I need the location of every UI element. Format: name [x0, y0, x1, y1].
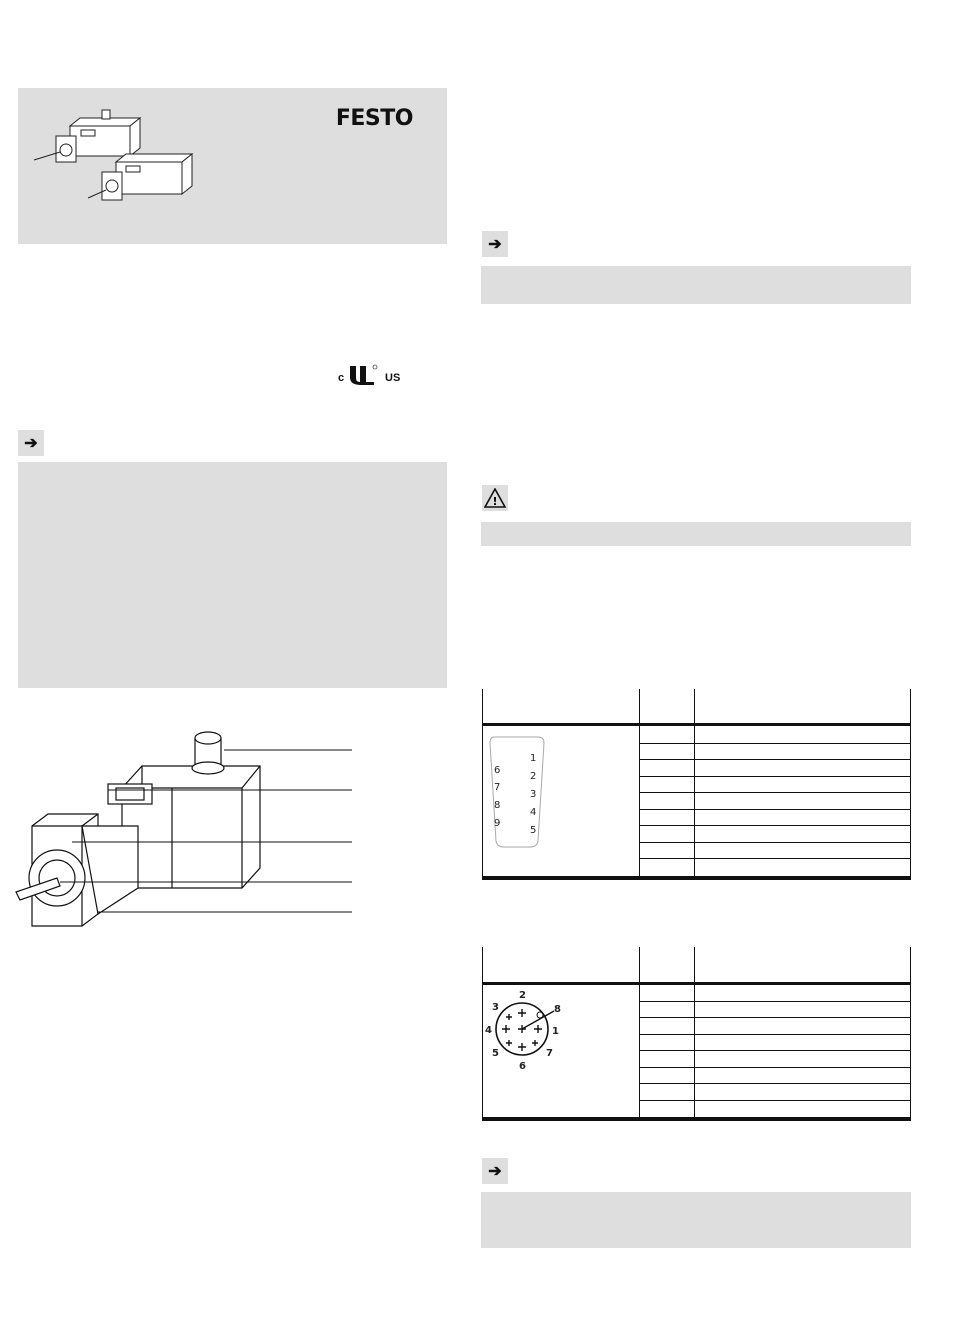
svg-text:6: 6	[519, 1061, 526, 1072]
svg-text:9: 9	[494, 818, 501, 829]
svg-text:1: 1	[552, 1026, 559, 1037]
svg-text:8: 8	[494, 800, 501, 811]
svg-text:4: 4	[530, 807, 537, 818]
arrow-right-icon: ➔	[488, 236, 502, 253]
arrow-right-icon: ➔	[24, 435, 38, 452]
note-panel-right-top	[481, 266, 911, 304]
cert-mark-c: c	[338, 372, 345, 384]
svg-text:2: 2	[519, 990, 526, 1001]
arrow-right-icon: ➔	[488, 1163, 502, 1180]
product-header-panel	[18, 88, 447, 244]
product-image	[26, 102, 196, 212]
svg-text:8: 8	[554, 1004, 561, 1015]
note-icon-box	[482, 1158, 508, 1184]
note-panel-right-bottom	[481, 1192, 911, 1248]
svg-text:7: 7	[546, 1048, 553, 1059]
sub-d-connector-icon	[486, 733, 546, 853]
m12-pin-table	[482, 947, 911, 1121]
festo-logo: FESTO	[335, 106, 413, 131]
svg-text:3: 3	[530, 789, 537, 800]
cert-mark-us: US	[385, 372, 401, 384]
svg-text:4: 4	[485, 1025, 492, 1036]
warning-panel	[481, 522, 911, 546]
svg-text:5: 5	[530, 825, 537, 836]
svg-text:!: !	[492, 495, 498, 508]
warning-triangle-icon	[484, 488, 506, 508]
svg-text:5: 5	[492, 1048, 499, 1059]
svg-text:3: 3	[492, 1002, 499, 1013]
svg-text:6: 6	[494, 765, 501, 776]
cul-us-mark	[338, 364, 408, 388]
note-icon-box	[482, 231, 508, 257]
note-panel-left	[18, 462, 447, 688]
svg-text:2: 2	[530, 771, 537, 782]
sub-d-pin-table	[482, 689, 911, 880]
motor-drawing	[12, 718, 362, 928]
svg-text:1: 1	[530, 753, 537, 764]
ul-logo-icon	[346, 364, 378, 386]
warning-icon-box	[482, 485, 508, 511]
note-icon-box	[18, 430, 44, 456]
m12-connector-icon	[482, 989, 568, 1073]
svg-text:7: 7	[494, 782, 501, 793]
